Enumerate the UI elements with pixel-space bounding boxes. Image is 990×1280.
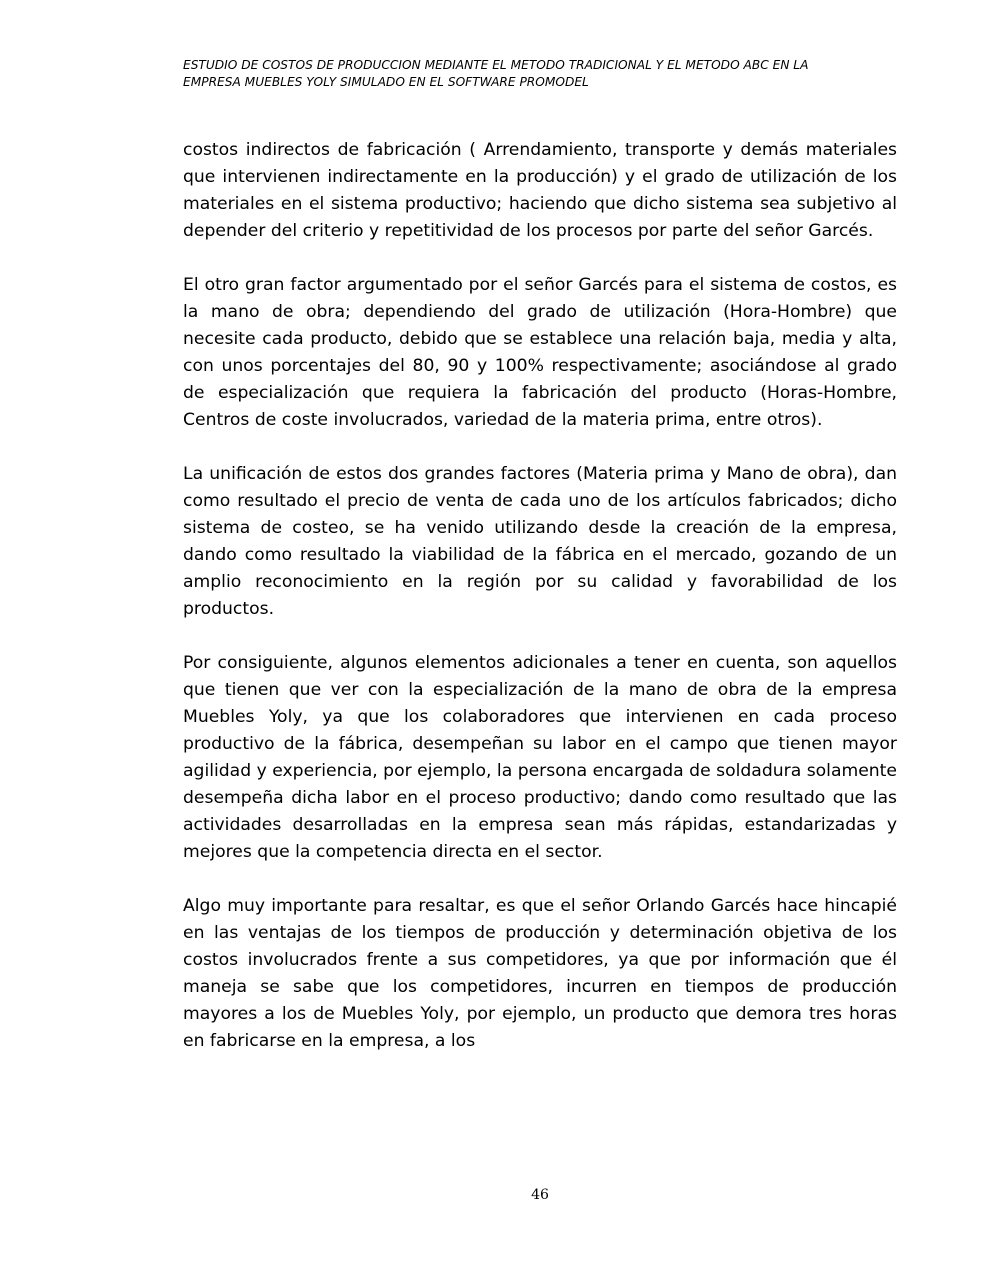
running-header <box>183 57 873 91</box>
paragraph-especializacion: Por consiguiente, algunos elementos adicionales a tener en cuenta, son aquellos que tienen que ver con la especialización de la mano de obra de la empresa Muebles Yoly, ya que los colaboradores que intervienen en cada proceso productivo de la fábrica, desempeñan su labor en el campo que tienen mayor agilidad y experiencia, por ejemplo, la persona encargada de soldadura solamente desempeña dicha labor en el proceso productivo; dando como resultado que las actividades desarrolladas en la empresa sean más rápidas, estandarizadas y mejores que la competencia directa en el sector. <box>183 653 897 862</box>
paragraph-unificacion: La unificación de estos dos grandes factores (Materia prima y Mano de obra), dan como resultado el precio de venta de cada uno de los artículos fabricados; dicho sistema de costeo, se ha venido utilizando desde la creación de la empresa, dando como resultado la viabilidad de la fábrica en el mercado, gozando de un amplio reconocimiento en la región por su calidad y favorabilidad de los productos. <box>183 464 897 619</box>
running-header-line-2: EMPRESA MUEBLES YOLY SIMULADO EN EL SOFTWARE PROMODEL <box>183 75 589 89</box>
paragraph-costos-indirectos: costos indirectos de fabricación ( Arrendamiento, transporte y demás materiales que intervienen indirectamente en la producción) y el grado de utilización de los materiales en el sistema productivo; haciendo que dicho sistema sea subjetivo al depender del criterio y repetitividad de los procesos por parte del señor Garcés. <box>183 140 897 241</box>
paragraph-tiempos-produccion: Algo muy importante para resaltar, es que el señor Orlando Garcés hace hincapié en las ventajas de los tiempos de producción y determinación objetiva de los costos involucrados frente a sus competidores, ya que por información que él maneja se sabe que los competidores, incurren en tiempos de producción mayores a los de Muebles Yoly, por ejemplo, un producto que demora tres horas en fabricarse en la empresa, a los <box>183 896 897 1051</box>
page-number: 46 <box>531 1187 549 1203</box>
paragraph-mano-de-obra: El otro gran factor argumentado por el señor Garcés para el sistema de costos, es la mano de obra; dependiendo del grado de utilización (Hora-Hombre) que necesite cada producto, debido que se establece una relación baja, media y alta, con unos porcentajes del 80, 90 y 100% respectivamente; asociándose al grado de especialización que requiera la fabricación del producto (Horas-Hombre, Centros de coste involucrados, variedad de la materia prima, entre otros). <box>183 275 897 430</box>
running-header-line-1: ESTUDIO DE COSTOS DE PRODUCCION MEDIANTE EL METODO TRADICIONAL Y EL METODO ABC EN LA <box>183 58 809 72</box>
page-body <box>183 137 897 1082</box>
